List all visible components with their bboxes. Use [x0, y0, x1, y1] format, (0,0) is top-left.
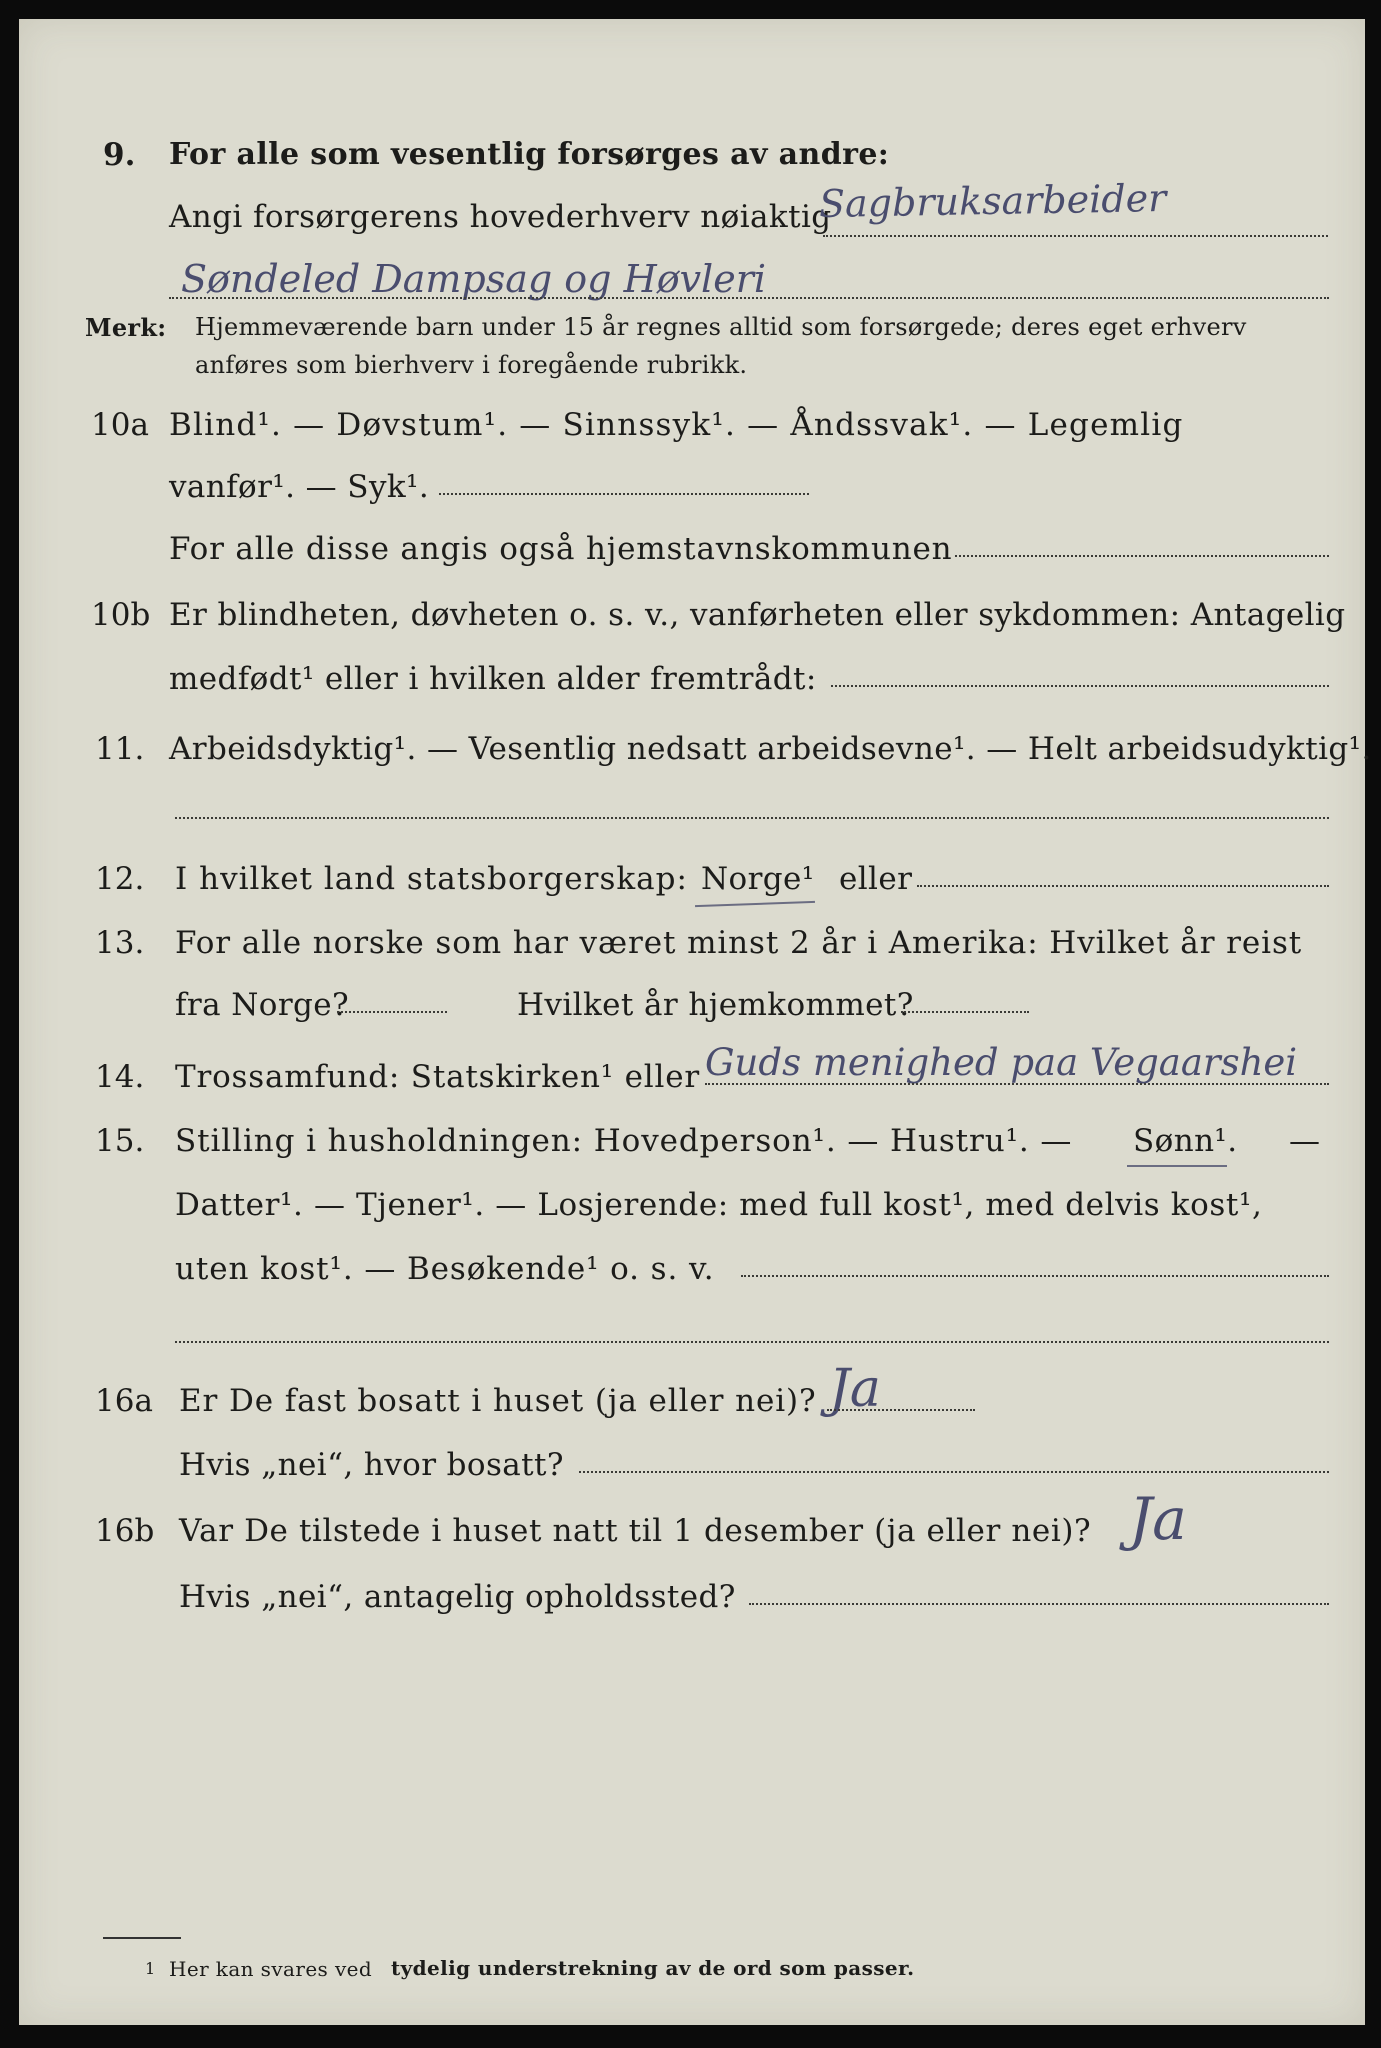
footnote-mark: 1: [145, 1959, 156, 1978]
q11-number: 11.: [95, 731, 145, 767]
q10b-line1: Er blindheten, døvheten o. s. v., vanførheten eller sykdommen: Antagelig: [169, 597, 1346, 633]
q16a-number: 16a: [95, 1383, 153, 1419]
q14-handwritten-denomination: Guds menighed paa Vegaarshei: [705, 1041, 1298, 1084]
q15-sonn-option: Sønn¹.: [1133, 1123, 1238, 1159]
q9-answer-line: [823, 235, 1328, 237]
q12-norge-underline: [695, 901, 815, 907]
q13-line2b: Hvilket år hjemkommet?: [517, 987, 914, 1023]
q9-number: 9.: [103, 137, 136, 173]
q9-answer-line-2: [169, 297, 1329, 299]
q13-hjemkommet-line: [901, 1011, 1029, 1013]
q16b-line1: Var De tilstede i huset natt til 1 desember (ja eller nei)?: [179, 1513, 1092, 1549]
q13-line1: For alle norske som har været minst 2 år i Amerika: Hvilket år reist: [175, 925, 1303, 961]
q16a-bosatt-line: [579, 1471, 1329, 1473]
q11-answer-line: [175, 817, 1329, 819]
q10a-line3: For alle disse angis også hjemstavnskommunen: [169, 531, 953, 567]
q10a-line2: vanfør¹. — Syk¹.: [169, 469, 430, 505]
q12-prefix: I hvilket land statsborgerskap:: [175, 861, 688, 897]
q12-norge-option: Norge¹: [701, 861, 815, 897]
footnote-text: Her kan svares ved: [169, 1957, 373, 1981]
q10a-number: 10a: [91, 407, 149, 443]
merk-label: Merk:: [85, 313, 167, 342]
q13-reist-line: [337, 1011, 447, 1013]
q15-line1a: Stilling i husholdningen: Hovedperson¹. — Hustru¹. —: [175, 1123, 1073, 1159]
q16a-line2: Hvis „nei“, hvor bosatt?: [179, 1447, 564, 1483]
q9-line1: For alle som vesentlig forsørges av andre:: [169, 137, 890, 172]
q13-line2a: fra Norge?: [175, 987, 350, 1023]
q16a-line1: Er De fast bosatt i huset (ja eller nei)?: [179, 1383, 817, 1419]
q14-number: 14.: [95, 1059, 145, 1095]
q16b-handwritten-answer: Ja: [1129, 1485, 1187, 1553]
q12-number: 12.: [95, 861, 145, 897]
q16b-line2: Hvis „nei“, antagelig opholdssted?: [179, 1579, 736, 1615]
q10a-line1: Blind¹. — Døvstum¹. — Sinnssyk¹. — Åndssvak¹. — Legemlig: [169, 407, 1184, 443]
q12-suffix: eller: [839, 861, 913, 897]
q16a-answer-line: [827, 1409, 975, 1411]
q16b-number: 16b: [95, 1513, 155, 1549]
q10a-syk-line: [439, 493, 809, 495]
q15-line2: Datter¹. — Tjener¹. — Losjerende: med full kost¹, med delvis kost¹,: [175, 1187, 1263, 1223]
q15-line3: uten kost¹. — Besøkende¹ o. s. v.: [175, 1251, 715, 1287]
merk-line1: Hjemmeværende barn under 15 år regnes alltid som forsørgede; deres eget erhverv: [195, 313, 1247, 341]
census-form-page: [19, 19, 1372, 2025]
q14-line1: Trossamfund: Statskirken¹ eller: [175, 1059, 700, 1095]
footnote-bold-text: tydelig understrekning av de ord som passer.: [391, 1956, 915, 1980]
q10a-hjemstavn-line: [955, 555, 1329, 557]
q10b-answer-line: [831, 685, 1329, 687]
q16a-handwritten-answer: Ja: [829, 1359, 881, 1419]
q10b-line2: medfødt¹ eller i hvilken alder fremtrådt:: [169, 661, 817, 697]
q9-line2: Angi forsørgerens hovederhverv nøiaktig: [169, 199, 832, 235]
q10b-number: 10b: [91, 597, 151, 633]
q15-answer-line: [741, 1275, 1329, 1277]
q15-sonn-underline: [1127, 1165, 1227, 1167]
q13-number: 13.: [95, 925, 145, 961]
q14-answer-line: [705, 1083, 1329, 1085]
q12-answer-line: [917, 885, 1329, 887]
q11-line1: Arbeidsdyktig¹. — Vesentlig nedsatt arbeidsevne¹. — Helt arbeidsudyktig¹.: [169, 731, 1372, 767]
q15-answer-line-2: [175, 1341, 1329, 1343]
merk-line2: anføres som bierhverv i foregående rubrikk.: [195, 351, 748, 379]
q15-number: 15.: [95, 1123, 145, 1159]
q15-line1b: —: [1289, 1123, 1321, 1159]
q9-handwritten-occupation: Sagbruksarbeider: [818, 175, 1167, 227]
q9-handwritten-employer: Søndeled Dampsag og Høvleri: [181, 257, 767, 301]
q16b-opholdssted-line: [749, 1603, 1329, 1605]
footnote-rule: [103, 1937, 181, 1939]
